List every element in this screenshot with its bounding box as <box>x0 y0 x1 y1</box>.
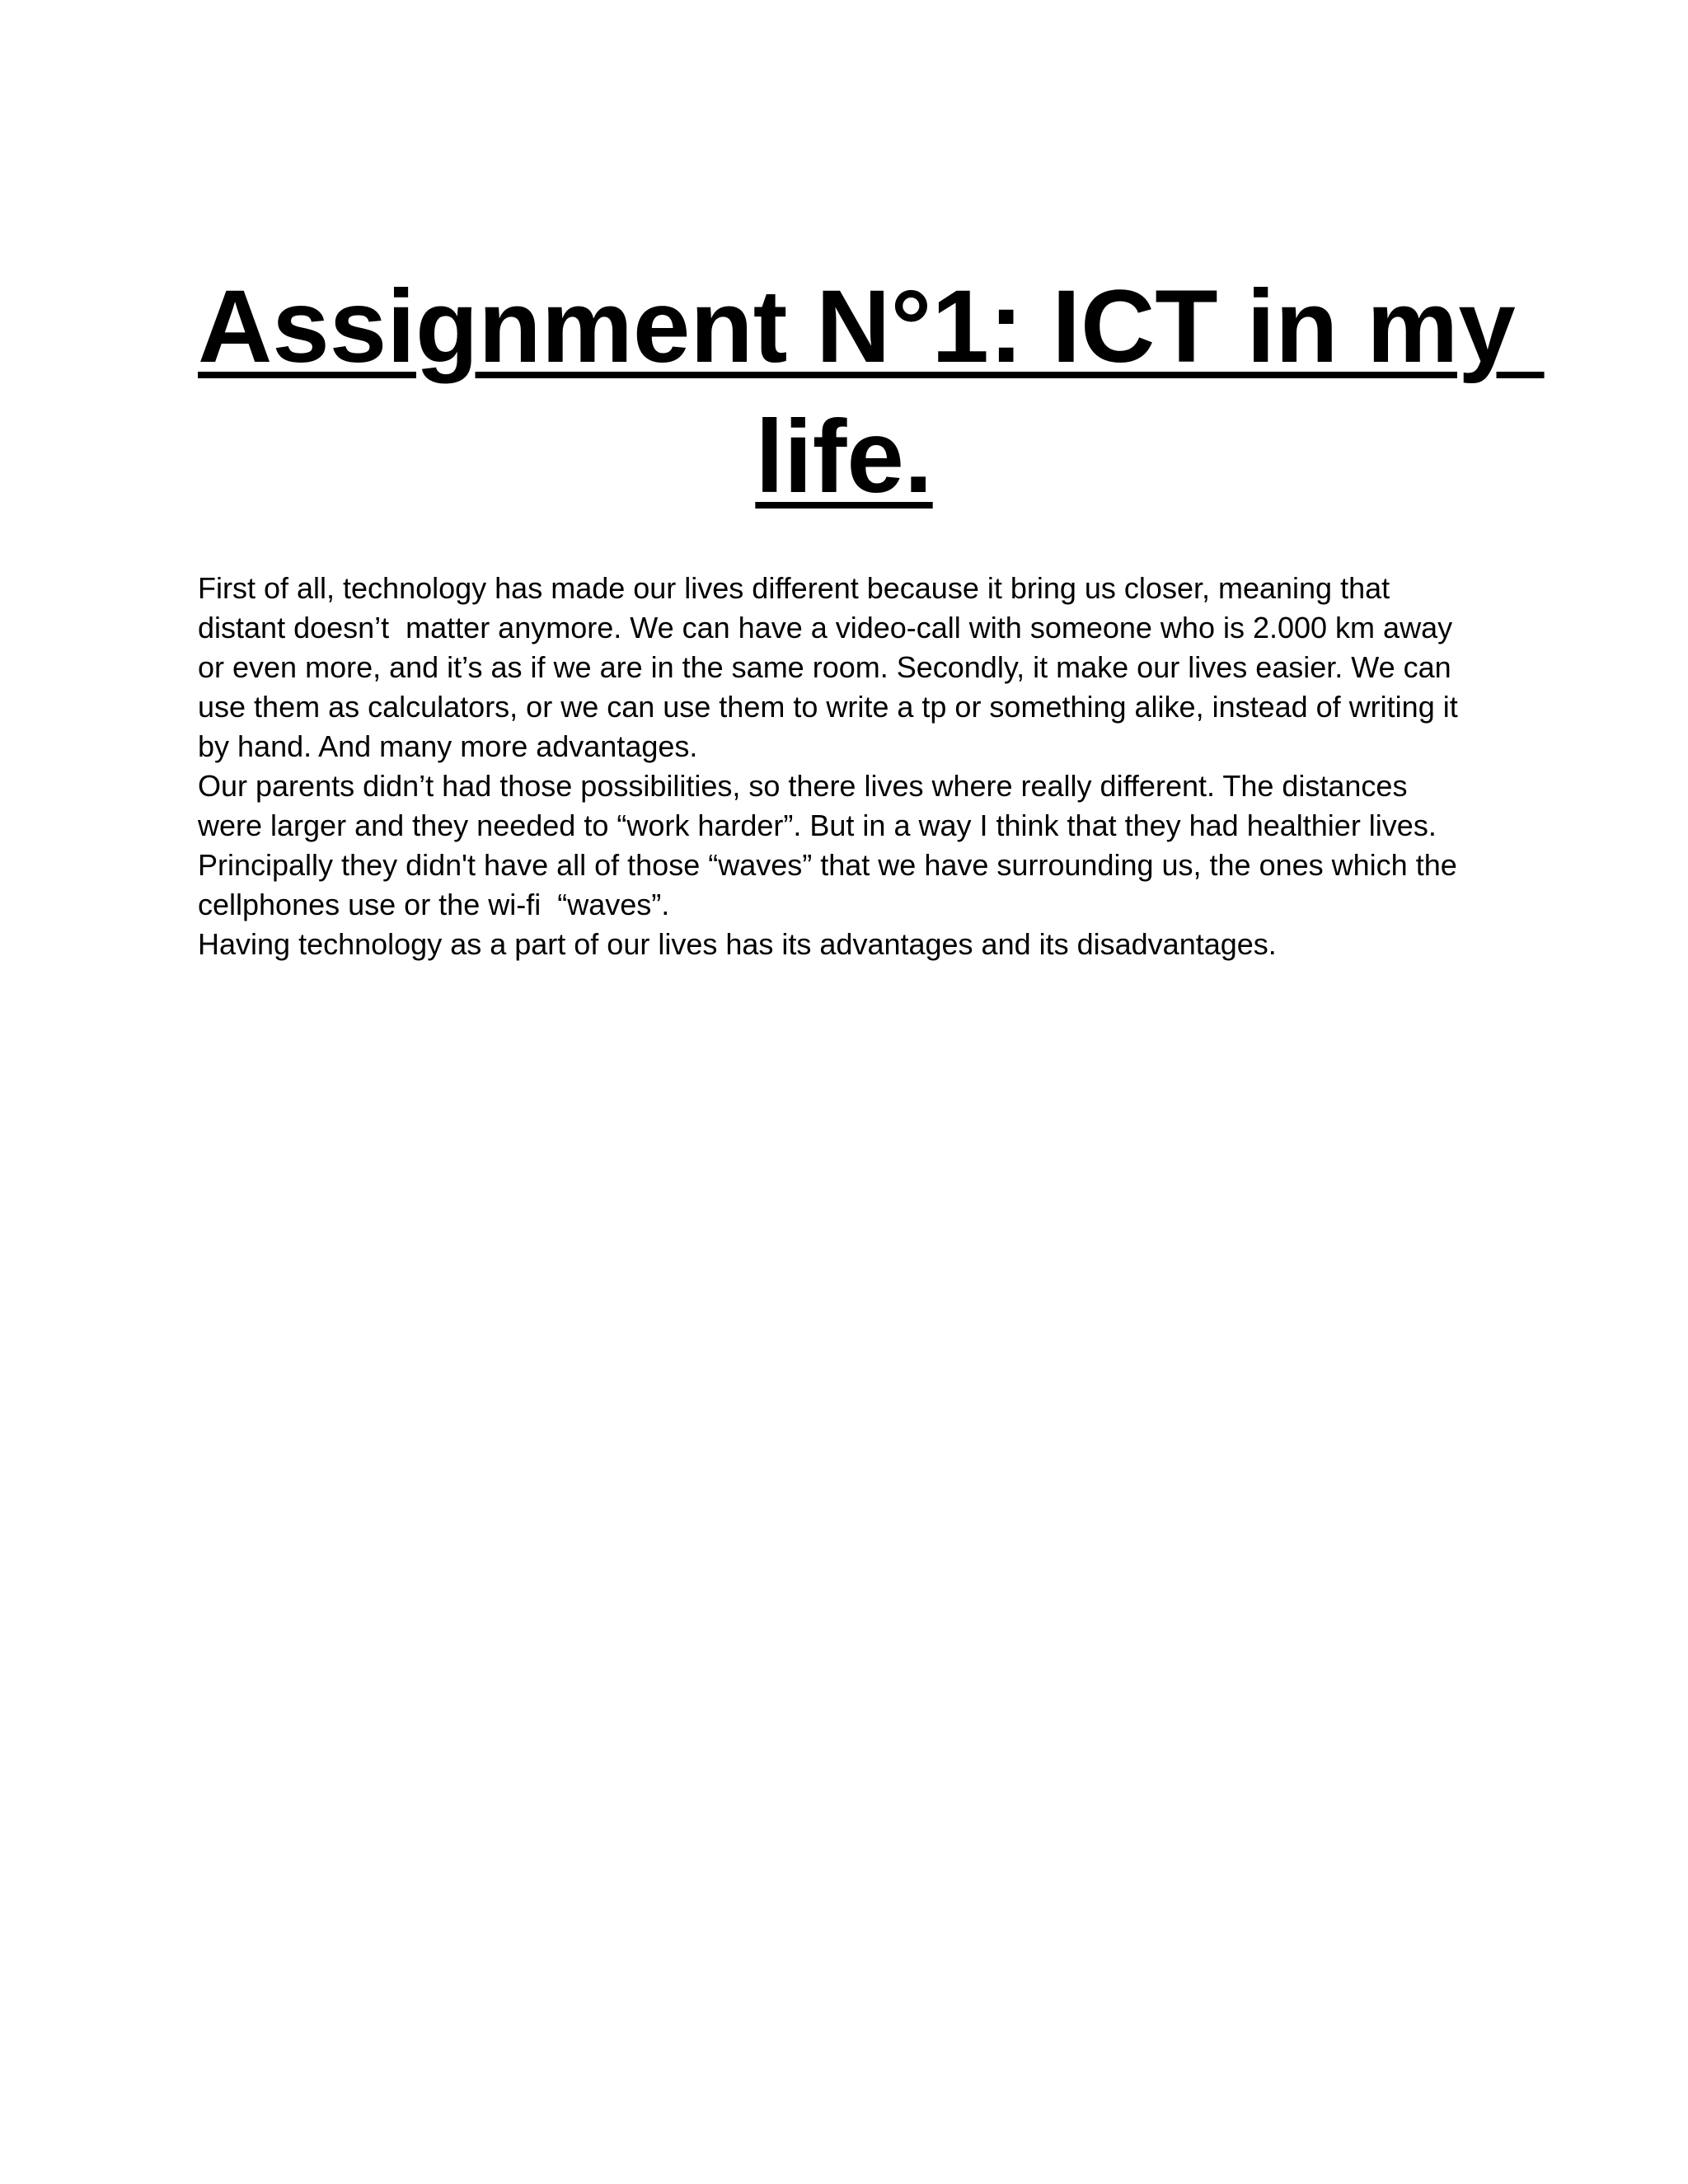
title-line-2: life. <box>755 400 933 514</box>
body-line: Principally they didn't have all of those “waves” that we have surrounding us, the ones which the <box>198 848 1457 882</box>
body-line: or even more, and it’s as if we are in the same room. Secondly, it make our lives easier. We can <box>198 650 1451 684</box>
body-text <box>198 569 1500 964</box>
body-line: were larger and they needed to “work harder”. But in a way I think that they had healthier lives. <box>198 808 1437 842</box>
body-line: cellphones use or the wi-fi “waves”. <box>198 888 670 921</box>
body-line: Having technology as a part of our lives has its advantages and its disadvantages. <box>198 927 1277 961</box>
body-line: First of all, technology has made our lives different because it bring us closer, meaning that <box>198 571 1390 605</box>
body-line: distant doesn’t matter anymore. We can have a video-call with someone who is 2.000 km away <box>198 611 1453 644</box>
body-line: use them as calculators, or we can use them to write a tp or something alike, instead of writing it <box>198 690 1458 724</box>
body-line: by hand. And many more advantages. <box>198 729 698 763</box>
title-line-1: Assignment N°1: ICT in my <box>198 269 1545 384</box>
page-title <box>198 262 1545 523</box>
body-line: Our parents didn’t had those possibilities, so there lives where really different. The distances <box>198 769 1408 803</box>
